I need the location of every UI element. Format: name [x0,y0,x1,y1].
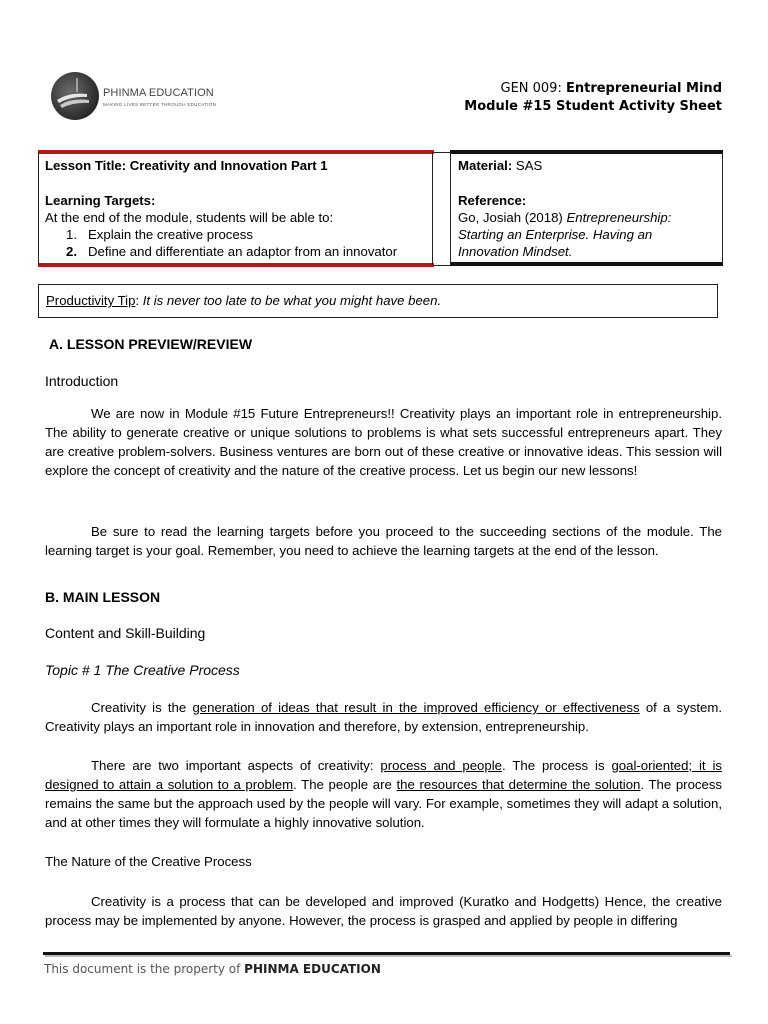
lesson-box-content [45,157,397,260]
reference-line-2 [458,226,671,243]
paragraph-text: of a system. Creativity plays an important role in innovation and therefore, by extension, entrepreneurship. [45,700,722,734]
document-header [464,80,722,116]
reference-line-1 [458,209,671,226]
reference-author: Go, Josiah (2018) [458,210,567,225]
content-skill-heading: Content and Skill-Building [45,625,206,641]
footer [44,962,381,976]
paragraph-text: . The process is [502,758,612,773]
list-item [45,226,397,243]
target-text: Explain the creative process [88,227,253,242]
underlined-text: process and people [380,758,502,773]
creativity-aspects-paragraph [45,756,722,832]
paragraph-text: Creativity is a process that can be developed and improved (Kuratko and Hodgetts) Hence, the creative process may be implemented by anyone. However, the process is grasped and applied by people in differing [45,894,722,928]
underlined-text: goal-oriented; it is designed to attain a solution to a problem [45,758,722,792]
learning-target-paragraph [45,522,722,560]
reference-line-3 [458,243,671,260]
box-connector-top [434,152,450,153]
sheet-title: Module #15 Student Activity Sheet [464,99,722,114]
reference-title: Entrepreneurship: [566,210,672,225]
paragraph-text: There are two important aspects of creativity: [91,758,381,773]
tip-text: It is never too late to be what you might have been. [142,293,442,308]
lesson-title: Lesson Title: Creativity and Innovation Part 1 [45,158,328,173]
course-line [464,80,722,98]
reference-title: Starting an Enterprise. Having an [458,227,653,242]
list-item [45,243,397,260]
learning-targets-list [45,226,397,260]
brand-tagline: MAKING LIVES BETTER THROUGH EDUCATION [103,102,217,107]
underlined-text: the resources that determine the solution [396,777,641,792]
reference-title: Innovation Mindset. [458,244,573,259]
course-title: Entrepreneurial Mind [565,81,722,96]
footer-text: This document is the property of [44,962,245,976]
tip-label: Productivity Tip [46,293,136,308]
topic-heading: Topic # 1 The Creative Process [45,662,240,678]
brand-name: PHINMA EDUCATION [103,87,214,99]
target-number: 1. [66,227,77,242]
target-number: 2. [66,244,77,259]
material-box-content [458,157,671,260]
nature-paragraph [45,892,722,930]
learning-targets-intro: At the end of the module, students will be able to: [45,210,334,225]
material-value: SAS [512,158,543,173]
nature-heading: The Nature of the Creative Process [45,854,252,869]
brand-wordmark [103,87,216,107]
productivity-tip [46,293,441,308]
material-label: Material: [458,158,513,173]
learning-target-paragraph-text: Be sure to read the learning targets before you proceed to the succeeding sections of the module. The learning target is your goal. Remember, you need to achieve the learning targets at the end of the lesson. [45,524,722,558]
creativity-definition-paragraph [45,698,722,736]
reference-label: Reference: [458,193,527,208]
course-code: GEN 009: [500,81,566,96]
introduction-heading: Introduction [45,373,119,389]
underlined-text: generation of ideas that result in the improved efficiency or effectiveness [192,700,640,715]
section-b-heading: B. MAIN LESSON [45,589,161,605]
tip-separator: : [135,293,143,308]
box-connector-bottom [434,265,450,266]
intro-paragraph [45,404,722,480]
intro-paragraph-text: We are now in Module #15 Future Entrepreneurs!! Creativity plays an important role in entrepreneurship. The ability to generate creative or unique solutions to problems is what sets successful entrepreneurs apart. They are creative problem-solvers. Business ventures are born out of these creative or innovative ideas. This session will explore the concept of creativity and the nature of the creative process. Let us begin our new lessons! [45,406,722,478]
footer-owner: PHINMA EDUCATION [244,962,381,976]
target-text: Define and differentiate an adaptor from an innovator [88,244,398,259]
footer-divider-shadow [45,955,732,957]
material-line [458,157,671,174]
paragraph-text: . The process remains the same but the approach used by the people will vary. For example, sometimes they will adapt a solution, and at other times they will formulate a highly innovative solution. [45,777,723,830]
section-a-heading: A. LESSON PREVIEW/REVIEW [49,336,253,352]
learning-targets-label: Learning Targets: [45,193,156,208]
paragraph-text: . The people are [293,777,397,792]
paragraph-text: Creativity is the [91,700,193,715]
